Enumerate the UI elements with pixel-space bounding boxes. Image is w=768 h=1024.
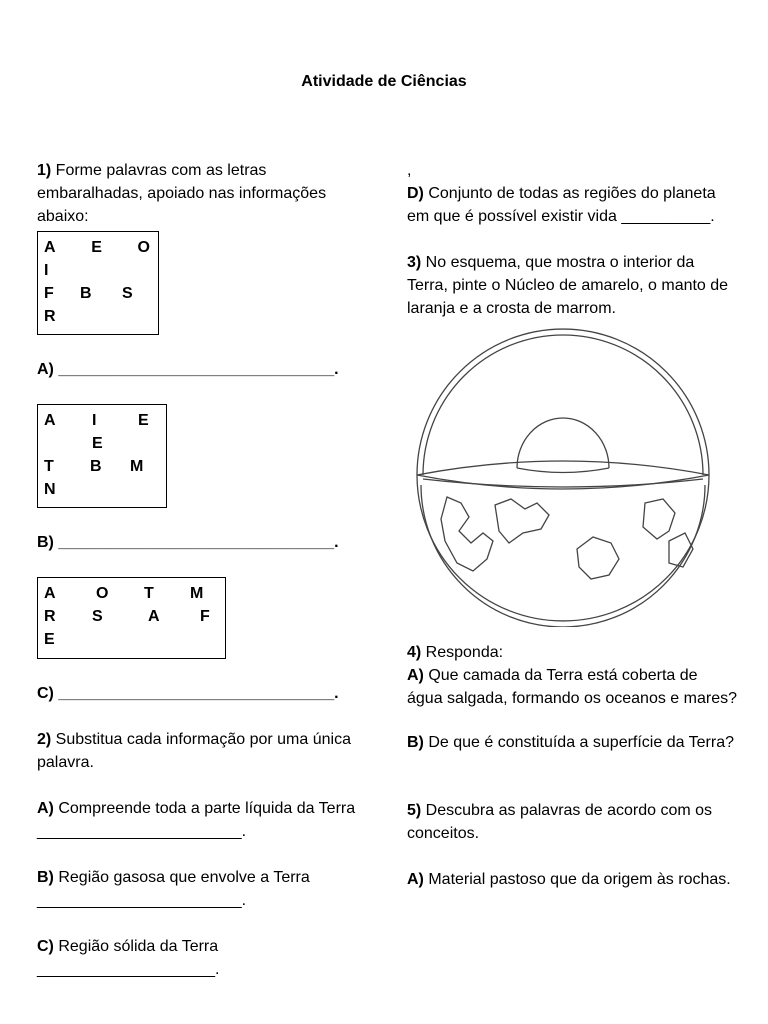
answer-line-c[interactable]: C) _______________________________. [37, 685, 339, 702]
lower-hemisphere-outline [417, 475, 709, 621]
item-text: Região gasosa que envolve a Terra _______________________. [37, 869, 310, 909]
question-text: Forme palavras com as letras embaralhadas, apoiado nas informações abaixo: [37, 162, 327, 225]
letter-box-a [37, 231, 159, 335]
letter: R [44, 608, 56, 625]
continent-shape [577, 537, 619, 579]
item-label: B) [37, 869, 54, 886]
left-column [37, 159, 367, 981]
letter: R [44, 308, 56, 325]
letter: N [44, 481, 56, 498]
letter: I [92, 412, 97, 429]
letter: M [130, 458, 144, 475]
letter: B [90, 458, 102, 475]
letter: S [92, 608, 103, 625]
continent-shape [643, 499, 675, 539]
question-5 [407, 799, 737, 845]
question-4 [407, 641, 737, 664]
item-text: Conjunto de todas as regiões do planeta em que é possível existir vida __________. [407, 185, 716, 225]
item-label: D) [407, 185, 424, 202]
cut-plane-inner-edge [423, 479, 703, 487]
mantle-boundary-upper [423, 335, 703, 475]
earth-layers-diagram[interactable] [413, 327, 713, 627]
question-2c[interactable] [37, 935, 367, 981]
letter: I [44, 262, 49, 279]
item-text: Material pastoso que da origem às rochas. [423, 871, 731, 888]
question-number: 5) [407, 802, 422, 819]
letter: M [190, 585, 204, 602]
letter: T [44, 458, 54, 475]
question-3 [407, 251, 737, 320]
item-label: A) [37, 800, 54, 817]
answer-line-a[interactable]: A) _______________________________. [37, 361, 339, 378]
item-text: Região sólida da Terra ____________________. [37, 938, 220, 978]
letter: F [44, 285, 54, 302]
core-base [517, 468, 609, 473]
question-text: Substitua cada informação por uma única palavra. [37, 731, 351, 771]
question-number: 2) [37, 731, 52, 748]
stray-comma: , [407, 162, 412, 179]
item-text: Que camada da Terra está coberta de água salgada, formando os oceanos e mares? [407, 667, 737, 707]
question-2 [37, 728, 367, 774]
question-text: No esquema, que mostra o interior da Terra, pinte o Núcleo de amarelo, o manto de laranja e a crosta de marrom. [407, 254, 729, 317]
item-label: A) [407, 871, 424, 888]
question-text: Descubra as palavras de acordo com os conceitos. [407, 802, 713, 842]
question-4b[interactable] [407, 731, 737, 754]
letter: O [137, 239, 150, 256]
continent-shape [441, 497, 493, 571]
item-text: De que é constituída a superfície da Terra? [423, 734, 735, 751]
letter: E [44, 631, 55, 648]
item-label: C) [37, 938, 54, 955]
answer-line-b[interactable]: B) _______________________________. [37, 534, 339, 551]
letter: E [91, 239, 102, 256]
question-2a[interactable] [37, 797, 367, 843]
page-title: Atividade de Ciências [301, 73, 467, 90]
letter-box-c [37, 577, 226, 659]
letter: F [200, 608, 210, 625]
letter-box-b [37, 404, 167, 508]
letter: S [122, 285, 133, 302]
item-text: Compreende toda a parte líquida da Terra _______________________. [37, 800, 356, 840]
question-number: 1) [37, 162, 52, 179]
item-label: A) [407, 667, 424, 684]
question-5a[interactable] [407, 868, 737, 891]
letter: A [44, 585, 56, 602]
letter: E [138, 412, 149, 429]
upper-hemisphere-outline [417, 329, 709, 475]
question-2b[interactable] [37, 866, 367, 912]
letter: B [80, 285, 92, 302]
letter: A [44, 239, 56, 256]
question-1 [37, 159, 367, 228]
right-column [407, 159, 737, 891]
continent-shape [495, 499, 549, 543]
question-number: 3) [407, 254, 422, 271]
question-4a[interactable] [407, 664, 737, 710]
letter: A [148, 608, 160, 625]
question-2d[interactable] [407, 182, 737, 228]
letter: E [92, 435, 103, 452]
letter: O [96, 585, 109, 602]
letter: A [44, 412, 56, 429]
item-label: B) [407, 734, 424, 751]
question-text: Responda: [421, 644, 504, 661]
letter: T [144, 585, 154, 602]
question-number: 4) [407, 644, 422, 661]
